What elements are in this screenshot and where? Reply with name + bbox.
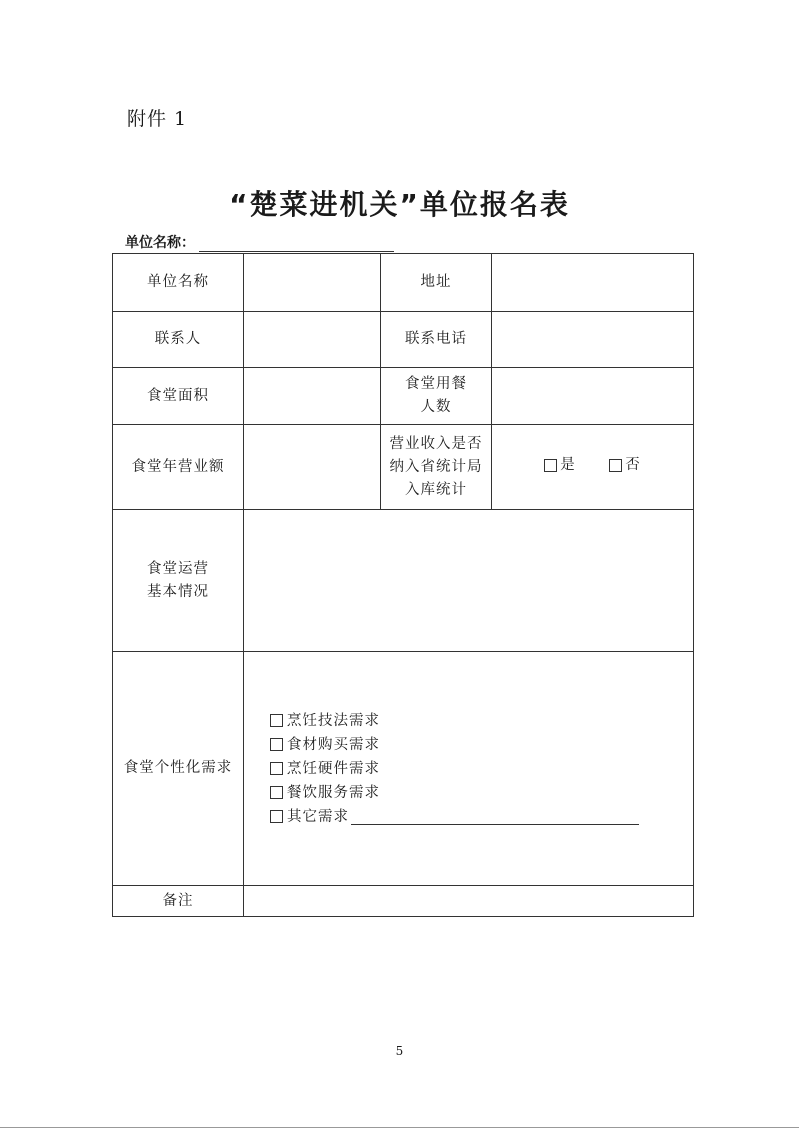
need-other[interactable]: [270, 805, 693, 829]
need-other-blank[interactable]: [351, 808, 639, 825]
need-label: 餐饮服务需求: [287, 784, 380, 801]
field-needs: [244, 652, 694, 886]
label-address: 地址: [381, 254, 492, 312]
checkbox-need[interactable]: [270, 714, 283, 727]
label-diners-line1: 食堂用餐: [405, 376, 467, 392]
need-label: 食材购买需求: [287, 736, 380, 753]
registration-table: [112, 253, 694, 917]
label-unit-name: 单位名称: [113, 254, 244, 312]
checkbox-need[interactable]: [270, 738, 283, 751]
field-phone[interactable]: [492, 312, 694, 368]
need-label: 烹饪硬件需求: [287, 760, 380, 777]
field-diners[interactable]: [492, 368, 694, 425]
label-diners: [381, 368, 492, 425]
field-canteen-area[interactable]: [244, 368, 381, 425]
unit-name-line: [125, 232, 394, 252]
label-phone: 联系电话: [381, 312, 492, 368]
field-statistics: [492, 425, 694, 510]
bottom-rule: [0, 1127, 799, 1128]
checkbox-yes[interactable]: [544, 459, 557, 472]
unit-name-label: 单位名称：: [125, 235, 195, 251]
need-label: 其它需求: [287, 808, 349, 825]
need-cooking-hardware[interactable]: [270, 757, 693, 781]
attachment-label: 附件 1: [127, 108, 188, 130]
unit-name-blank[interactable]: [199, 237, 394, 252]
field-contact[interactable]: [244, 312, 381, 368]
label-statistics-line3: 入库统计: [405, 481, 467, 498]
label-contact: 联系人: [113, 312, 244, 368]
checkbox-need[interactable]: [270, 786, 283, 799]
field-operations[interactable]: [244, 510, 694, 652]
need-cooking-technique[interactable]: [270, 709, 693, 733]
need-label: 烹饪技法需求: [287, 712, 380, 729]
label-operations-line2: 基本情况: [147, 583, 209, 600]
need-ingredient-purchase[interactable]: [270, 733, 693, 757]
field-turnover[interactable]: [244, 425, 381, 510]
checkbox-need[interactable]: [270, 810, 283, 823]
need-catering-service[interactable]: [270, 781, 693, 805]
label-turnover: 食堂年营业额: [113, 425, 244, 510]
page-number: 5: [395, 1044, 404, 1058]
label-operations-line1: 食堂运营: [147, 560, 209, 577]
option-yes-label: 是: [560, 457, 576, 473]
label-needs: 食堂个性化需求: [113, 652, 244, 886]
checkbox-no[interactable]: [609, 459, 622, 472]
label-remarks: 备注: [113, 886, 244, 917]
label-canteen-area: 食堂面积: [113, 368, 244, 425]
form-title: “楚菜进机关”单位报名表: [229, 188, 570, 221]
label-statistics-line2: 纳入省统计局: [389, 458, 483, 475]
label-statistics-line1: 营业收入是否: [389, 435, 483, 452]
field-remarks[interactable]: [244, 886, 694, 917]
option-yes[interactable]: [544, 454, 576, 477]
checkbox-need[interactable]: [270, 762, 283, 775]
label-diners-line2: 人数: [420, 399, 452, 415]
field-address[interactable]: [492, 254, 694, 312]
label-statistics: [381, 425, 492, 510]
option-no-label: 否: [625, 457, 641, 473]
field-unit-name[interactable]: [244, 254, 381, 312]
label-operations: [113, 510, 244, 652]
option-no[interactable]: [609, 454, 641, 477]
